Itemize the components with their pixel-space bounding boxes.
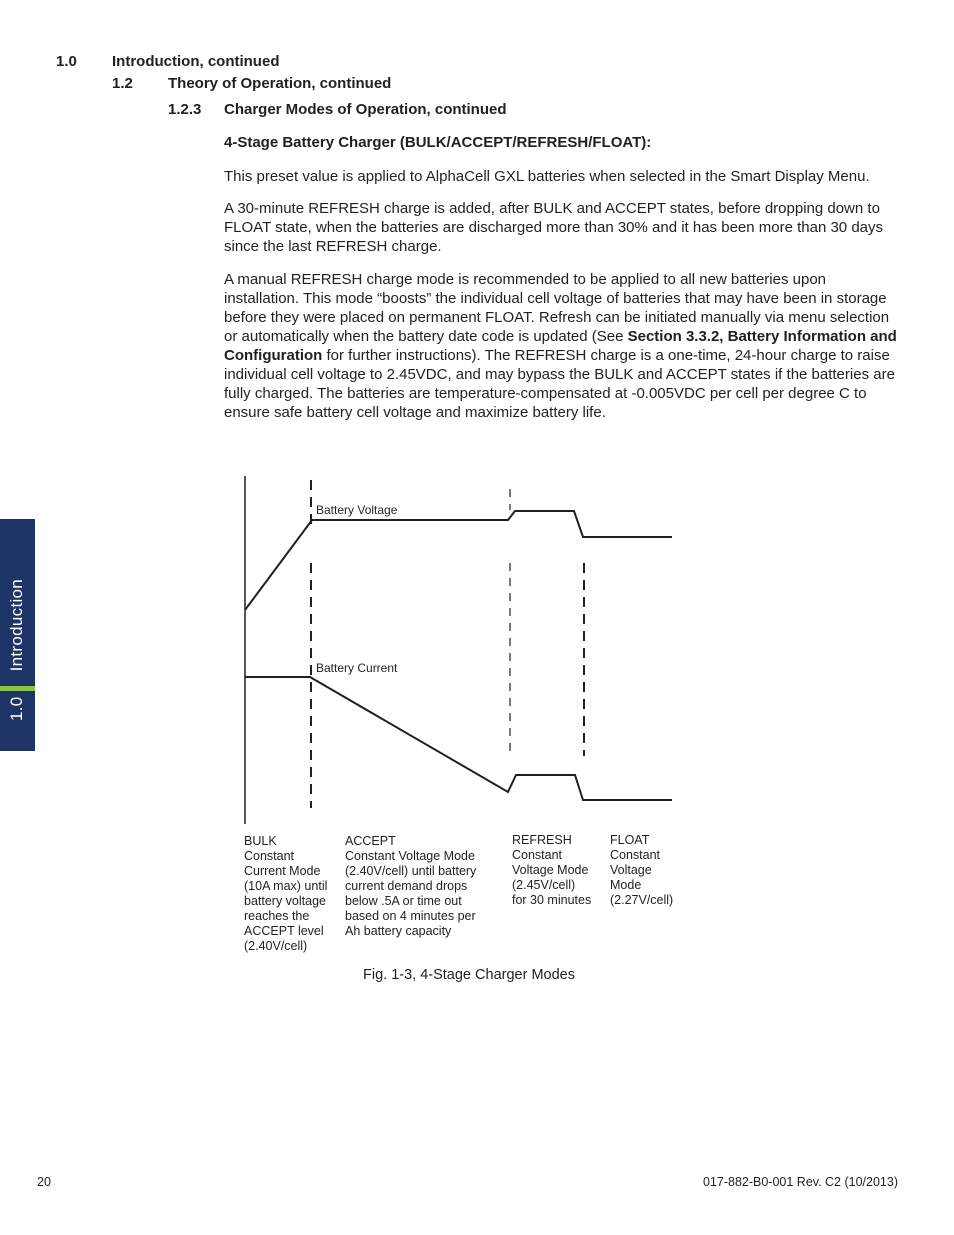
document-id: 017-882-B0-001 Rev. C2 (10/2013) [702, 1175, 898, 1189]
mode-line: ACCEPT [345, 834, 396, 848]
paragraph-2: A 30-minute REFRESH charge is added, after BULK and ACCEPT states, before dropping down to FLOAT state, when the batteries are discharged more than 30% and it has been more than 30 days since the last REFRESH charge. [224, 200, 884, 255]
section-title: 4-Stage Battery Charger (BULK/ACCEPT/REFRESH/FLOAT): [224, 134, 652, 151]
voltage-label: Battery Voltage [316, 503, 398, 517]
paragraph-3-text-b: for further instructions). The REFRESH charge is a one-time, 24-hour charge to raise individual cell voltage to 2.45VDC, and may bypass the BULK and ACCEPT states if the batteries are fully charged. The batteries are temperature-compensated at -0.005VDC per cell per degree C to ensure safe battery cell voltage and maximize battery life. [224, 347, 895, 421]
current-label: Battery Current [316, 661, 398, 675]
heading-2-number: 1.2 [112, 75, 133, 92]
mode-line: (2.40V/cell) [244, 939, 308, 953]
mode-line: Voltage Mode [512, 863, 589, 877]
mode-line: Constant [610, 848, 661, 862]
mode-line: Constant [512, 848, 563, 862]
heading-2-title: Theory of Operation, continued [168, 75, 392, 92]
mode-line: Mode [610, 878, 642, 892]
current-curve [245, 677, 672, 800]
voltage-curve [245, 511, 672, 610]
heading-3-title: Charger Modes of Operation, continued [224, 101, 507, 118]
mode-line: (10A max) until [244, 879, 328, 893]
section-reference: Section 3.3.2, Battery Information and Configuration [224, 328, 897, 364]
side-tab-number: 1.0 [7, 696, 26, 722]
paragraph-3-text-a: A manual REFRESH charge mode is recommended to be applied to all new batteries upon installation. This mode “boosts” the individual cell voltage of batteries that may have been in storage before they were placed on permanent FLOAT. Refresh can be initiated manually via menu selection or automatically when the battery date code is updated (See [224, 271, 890, 345]
side-tab-title: Introduction [7, 578, 26, 672]
page-number: 20 [37, 1175, 51, 1189]
mode-line: Constant [244, 849, 295, 863]
mode-line: ACCEPT level [244, 924, 324, 938]
mode-line: (2.45V/cell) [512, 878, 576, 892]
paragraph-1: This preset value is applied to AlphaCell GXL batteries when selected in the Smart Display Menu. [224, 168, 870, 185]
heading-3-number: 1.2.3 [168, 101, 202, 118]
heading-1-number: 1.0 [56, 53, 77, 70]
mode-line: battery voltage [244, 894, 326, 908]
mode-float [610, 833, 750, 908]
mode-line: Current Mode [244, 864, 321, 878]
mode-line: for 30 minutes [512, 893, 592, 907]
mode-line: REFRESH [512, 833, 572, 847]
mode-line: Constant Voltage Mode [345, 849, 475, 863]
mode-line: based on 4 minutes per [345, 909, 476, 923]
mode-line: below .5A or time out [345, 894, 462, 908]
mode-line: Voltage [610, 863, 652, 877]
figure-caption: Fig. 1-3, 4-Stage Charger Modes [363, 967, 575, 983]
mode-accept [345, 834, 485, 939]
heading-1-title: Introduction, continued [112, 53, 280, 70]
mode-line: (2.40V/cell) until battery [345, 864, 477, 878]
mode-line: FLOAT [610, 833, 650, 847]
mode-line: reaches the [244, 909, 310, 923]
mode-line: BULK [244, 834, 277, 848]
mode-line: current demand drops [345, 879, 468, 893]
mode-line: Ah battery capacity [345, 924, 452, 938]
mode-line: (2.27V/cell) [610, 893, 674, 907]
